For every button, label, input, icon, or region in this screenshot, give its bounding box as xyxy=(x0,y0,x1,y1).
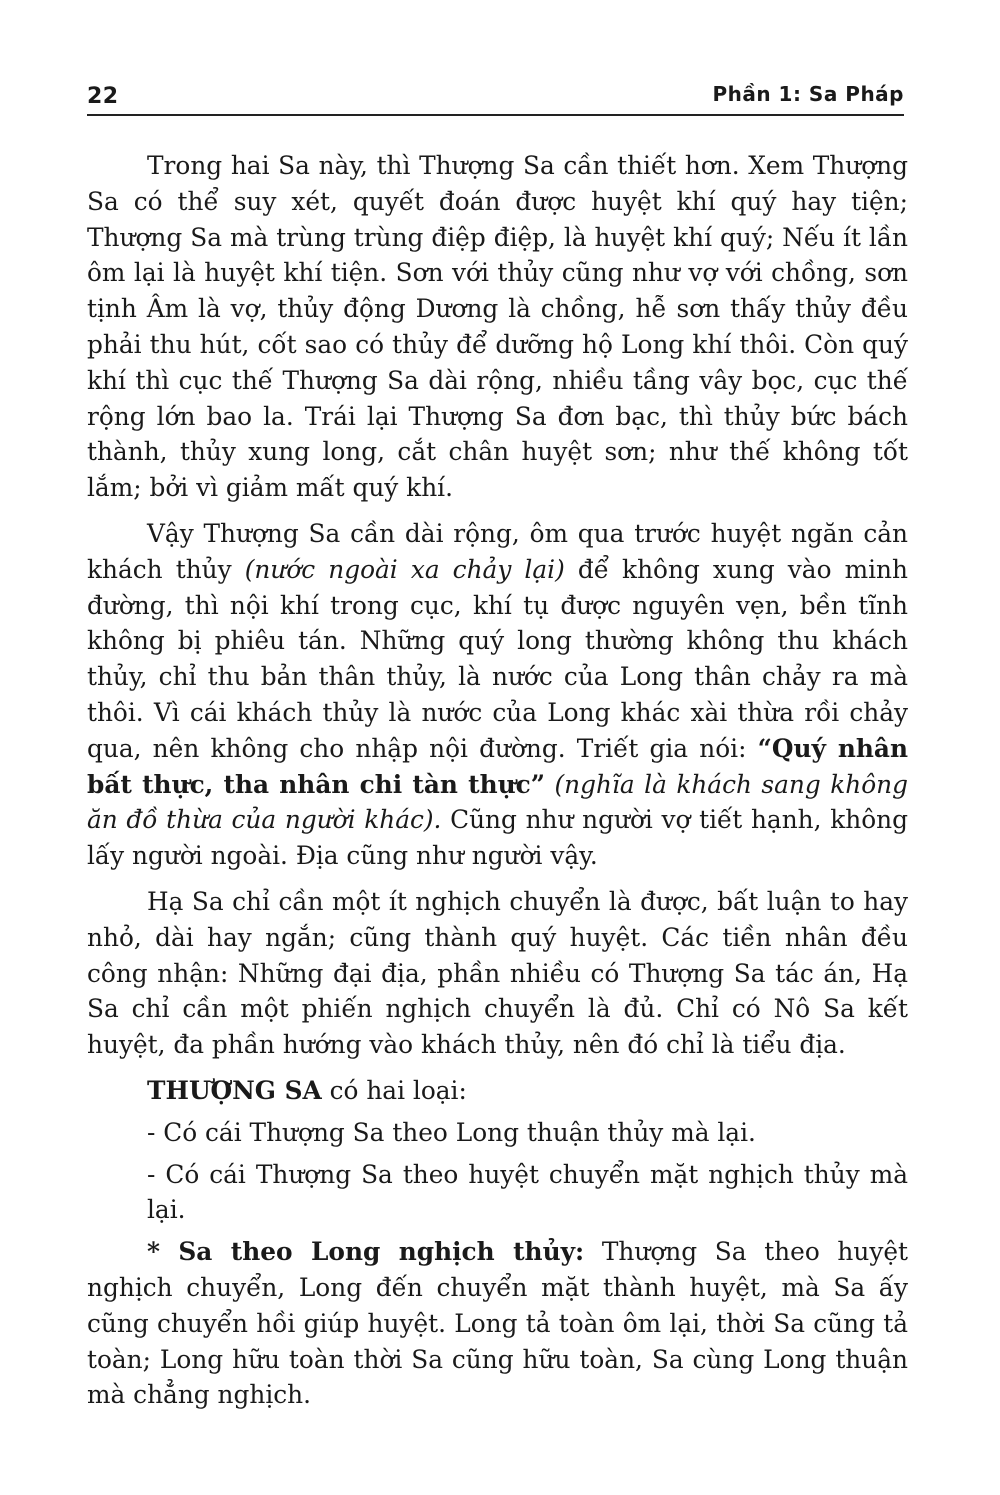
paragraph-1: Trong hai Sa này, thì Thượng Sa cần thiết hơn. Xem Thượng Sa có thể suy xét, quyết đoán được huyệt khí quý hay tiện; Thượng Sa mà trùng trùng điệp điệp, là huyệt khí quý; Nếu ít lần ôm lại là huyệt khí tiện. Sơn với thủy cũng như vợ với chồng, sơn tịnh Âm là vợ, thủy động Dương là chồng, hễ sơn thấy thủy đều phải thu hút, cốt sao có thủy để dưỡng hộ Long khí thôi. Còn quý khí thì cục thế Thượng Sa dài rộng, nhiều tầng vây bọc, cục thế rộng lớn bao la. Trái lại Thượng Sa đơn bạc, thì thủy bức bách thành, thủy xung long, cắt chân huyệt sơn; như thế không tốt lắm; bởi vì giảm mất quý khí. xyxy=(87,151,908,503)
section-title: Phần 1: Sa Pháp xyxy=(712,82,904,106)
paragraph-2 xyxy=(87,516,908,874)
paragraph-2-bold-quote: “Quý nhân bất thực, tha nhân chi tàn thực” xyxy=(87,733,908,799)
page-number: 22 xyxy=(87,84,119,109)
list-item-2: - Có cái Thượng Sa theo huyệt chuyển mặt nghịch thủy mà lại. xyxy=(147,1159,908,1225)
page-header xyxy=(87,78,904,116)
paragraph-2-text-a: Vậy Thượng Sa cần dài rộng, ôm qua trước huyệt ngăn cản khách thủy xyxy=(87,518,908,584)
paragraph-2-text-c: để không xung vào minh đường, thì nội khí trong cục, khí tụ được nguyên vẹn, bền tĩnh không bị phiêu tán. Những quý long thường không thu khách thủy, chỉ thu bản thân thủy, là nước của Long thân chảy ra mà thôi. Vì cái khách thủy là nước của Long khác xài thừa rồi chảy qua, nên không cho nhập nội đường. Triết gia nói: xyxy=(87,554,908,763)
paragraph-4 xyxy=(87,1073,908,1109)
paragraph-2-text-g: Cũng như người vợ tiết hạnh, không lấy người ngoài. Địa cũng như người vậy. xyxy=(87,805,908,871)
paragraph-5-text: Thượng Sa theo huyệt nghịch chuyển, Long đến chuyển mặt thành huyệt, mà Sa ấy cũng chuyển hồi giúp huyệt. Long tả toàn ôm lại, thời Sa cũng tả toàn; Long hữu toàn thời Sa cũng hữu toàn, Sa cùng Long thuận mà chẳng nghịch. xyxy=(87,1237,908,1410)
page-body xyxy=(87,148,908,1423)
paragraph-4-bold: THƯỢNG SA xyxy=(147,1075,322,1105)
paragraph-2-italic-note: (nước ngoài xa chảy lại) xyxy=(244,554,565,584)
paragraph-4-text: có hai loại: xyxy=(321,1075,467,1105)
paragraph-2-italic-meaning: (nghĩa là khách sang không ăn đồ thừa của người khác). xyxy=(87,769,908,835)
list-item-1: - Có cái Thượng Sa theo Long thuận thủy mà lại. xyxy=(147,1117,756,1147)
paragraph-5 xyxy=(87,1234,908,1413)
paragraph-3: Hạ Sa chỉ cần một ít nghịch chuyển là được, bất luận to hay nhỏ, dài hay ngắn; cũng thành quý huyệt. Các tiền nhân đều công nhận: Những đại địa, phần nhiều có Thượng Sa tác án, Hạ Sa chỉ cần một phiến nghịch chuyển là đủ. Chỉ có Nô Sa kết huyệt, đa phần hướng vào khách thủy, nên đó chỉ là tiểu địa. xyxy=(87,886,908,1060)
paragraph-5-bold: * Sa theo Long nghịch thủy: xyxy=(147,1237,585,1267)
